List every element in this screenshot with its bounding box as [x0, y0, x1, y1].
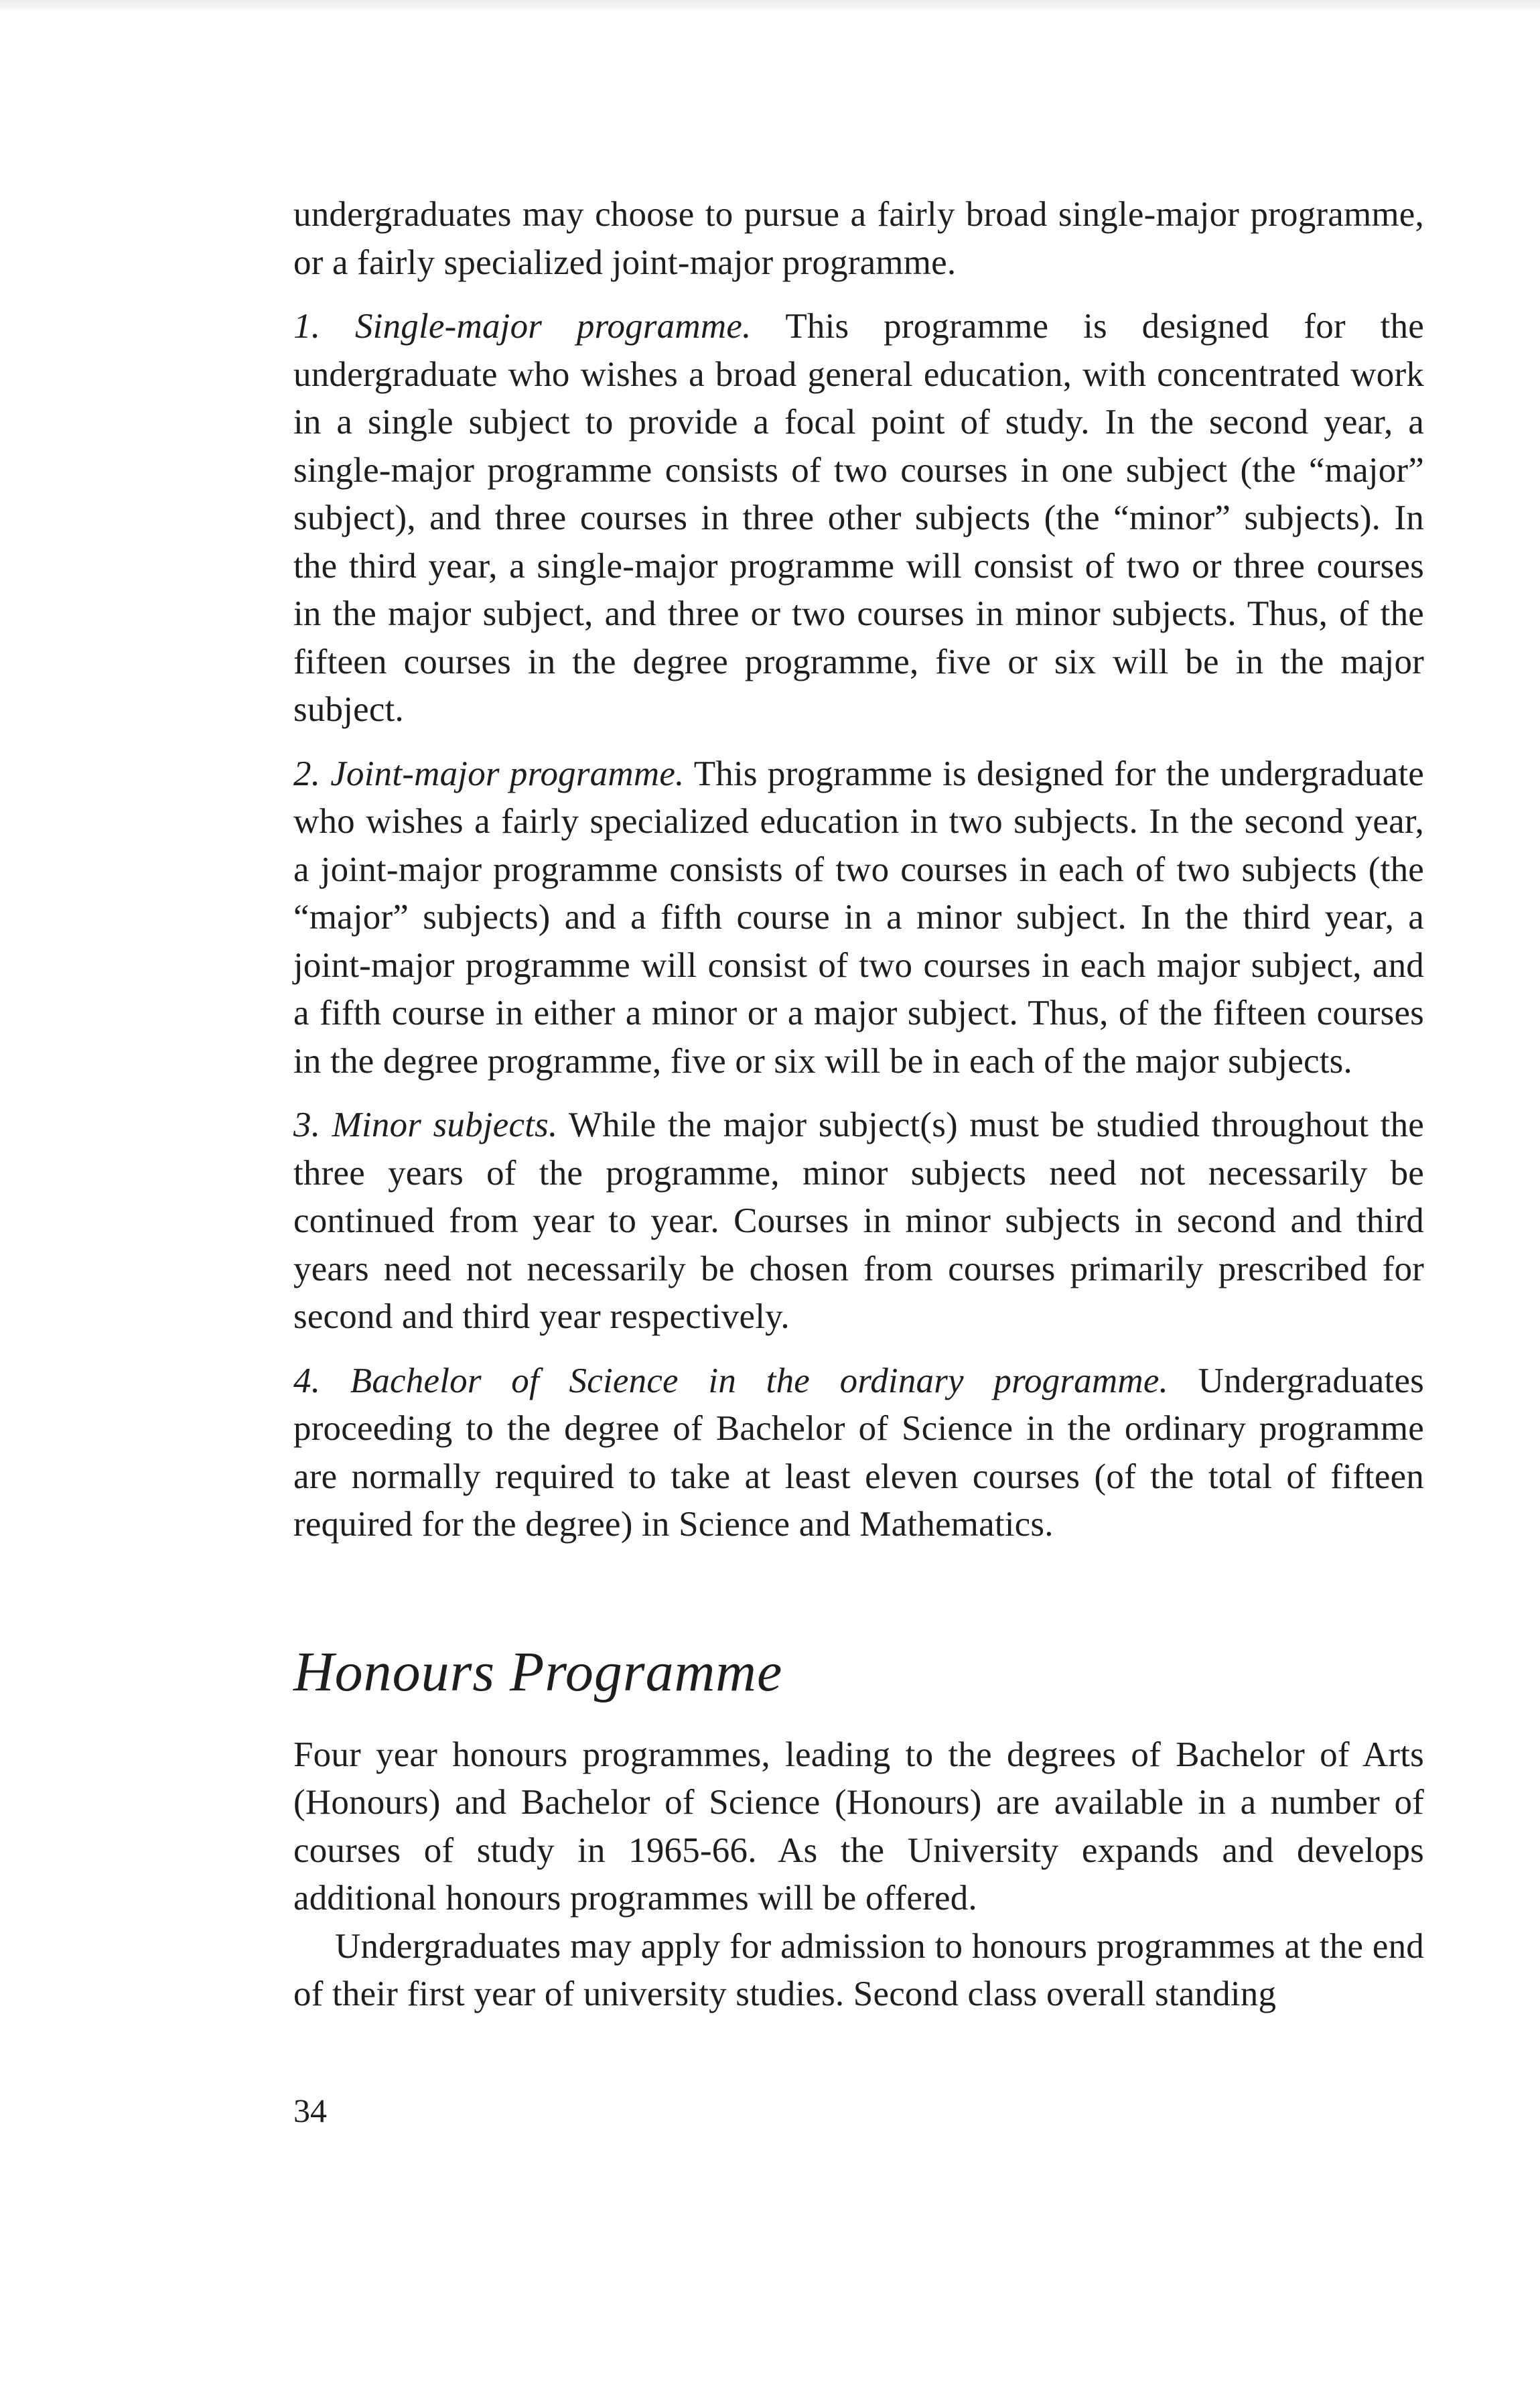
- honours-paragraph-2: Undergraduates may apply for admission to honours programmes at the end of their first year of university studies. Second class overall standing: [293, 1926, 1424, 2013]
- bachelor-science-lead-in: 4. Bachelor of Science in the ordinary programme.: [293, 1361, 1169, 1400]
- intro-paragraph: undergraduates may choose to pursue a fairly broad single-major programme, or a fairly specialized joint-major programme.: [293, 195, 1424, 282]
- single-major-body: This programme is designed for the undergraduate who wishes a broad general education, with concentrated work in a single subject to provide a focal point of study. In the second year, a single-major programme consists of two courses in one subject (the “major” subject), and three courses in three other subjects (the “minor” subjects). In the third year, a single-major programme will consist of two or three courses in the major subject, and three or two courses in minor subjects. Thus, of the fifteen courses in the degree programme, five or six will be in the major subject.: [293, 307, 1424, 729]
- minor-subjects-lead-in: 3. Minor subjects.: [293, 1106, 558, 1144]
- bachelor-science-body: Undergraduates proceeding to the degree of Bachelor of Science in the ordinary programme are normally required to take at least eleven courses (of the total of fifteen required for the degree) in Science and Mathematics.: [293, 1361, 1425, 1544]
- joint-major-paragraph: [293, 750, 1424, 1086]
- page-number: 34: [293, 2092, 327, 2129]
- honours-heading: Honours Programme: [293, 1640, 783, 1703]
- single-major-lead-in: 1. Single-major programme.: [293, 307, 752, 346]
- scan-top-edge: [0, 0, 1540, 12]
- minor-subjects-body: While the major subject(s) must be studied throughout the three years of the programme, minor subjects need not necessarily be continued from year to year. Courses in minor subjects in second and third years need not necessarily be chosen from courses primarily prescribed for second and third year respectively.: [293, 1106, 1424, 1336]
- bachelor-science-paragraph: [293, 1357, 1424, 1549]
- honours-paragraph-1: Four year honours programmes, leading to the degrees of Bachelor of Arts (Honours) and Bachelor of Science (Honours) are available in a number of courses of study in 1965-66. As the University expands and develops additional honours programmes will be offered.: [293, 1735, 1424, 1918]
- minor-subjects-paragraph: [293, 1101, 1424, 1341]
- page-body: [293, 191, 1424, 2019]
- joint-major-lead-in: 2. Joint-major programme.: [293, 754, 685, 793]
- single-major-paragraph: [293, 303, 1424, 734]
- joint-major-body: This programme is designed for the undergraduate who wishes a fairly specialized education in two subjects. In the second year, a joint-major programme consists of two courses in each of two subjects (the “major” subjects) and a fifth course in a minor subject. In the third year, a joint-major programme will consist of two courses in each major subject, and a fifth course in either a minor or a major subject. Thus, of the fifteen courses in the degree programme, five or six will be in each of the major subjects.: [293, 754, 1424, 1081]
